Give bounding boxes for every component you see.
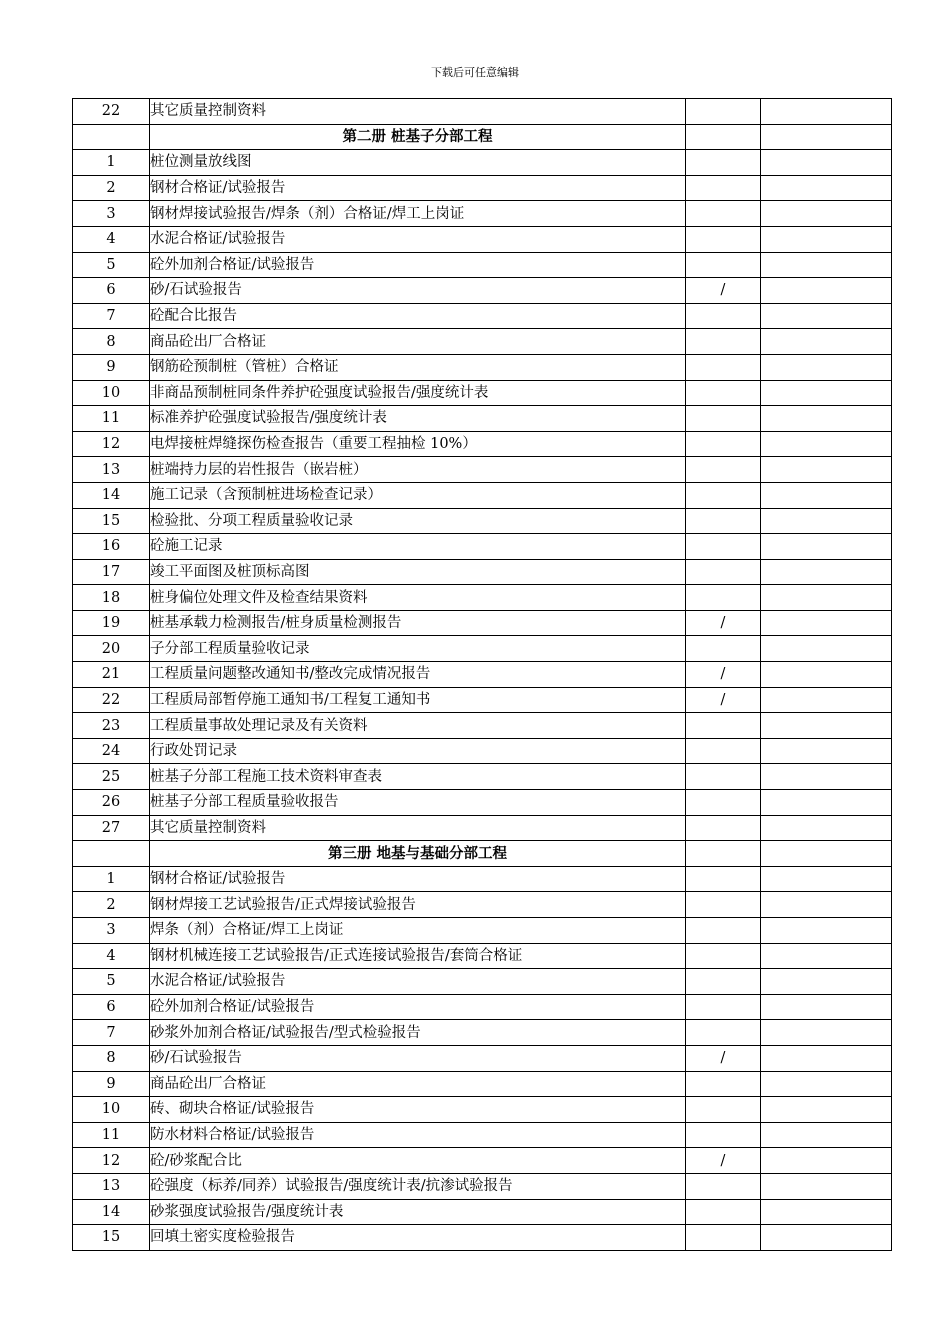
- item-name: 焊条（剂）合格证/焊工上岗证: [150, 918, 686, 944]
- item-mark: [686, 226, 761, 252]
- table-row: [73, 1148, 892, 1174]
- item-mark: [686, 1173, 761, 1199]
- item-mark: [686, 201, 761, 227]
- page-header: 下载后可任意编辑: [431, 66, 519, 79]
- item-note-cell: [761, 1020, 892, 1046]
- item-mark: [686, 175, 761, 201]
- item-name: 施工记录（含预制桩进场检查记录）: [150, 482, 686, 508]
- item-number: 26: [73, 790, 150, 816]
- item-name: 钢材合格证/试验报告: [150, 866, 686, 892]
- item-mark: [686, 892, 761, 918]
- item-mark: [686, 508, 761, 534]
- table-row: [73, 278, 892, 304]
- item-note-cell: [761, 1225, 892, 1251]
- item-number: 24: [73, 738, 150, 764]
- item-number: 9: [73, 354, 150, 380]
- item-name: 砼/砂浆配合比: [150, 1148, 686, 1174]
- item-number: 11: [73, 1122, 150, 1148]
- table-row: [73, 790, 892, 816]
- item-note-cell: [761, 585, 892, 611]
- item-name: 砂浆强度试验报告/强度统计表: [150, 1199, 686, 1225]
- item-note-cell: [761, 457, 892, 483]
- table-row: [73, 559, 892, 585]
- item-mark: [686, 918, 761, 944]
- item-note-cell: [761, 636, 892, 662]
- item-name: 桩端持力层的岩性报告（嵌岩桩）: [150, 457, 686, 483]
- item-number: 10: [73, 380, 150, 406]
- item-number: 20: [73, 636, 150, 662]
- item-number: 15: [73, 508, 150, 534]
- table-row: [73, 1045, 892, 1071]
- item-name: 桩位测量放线图: [150, 150, 686, 176]
- item-name: 桩基子分部工程质量验收报告: [150, 790, 686, 816]
- item-number: 3: [73, 201, 150, 227]
- item-name: 检验批、分项工程质量验收记录: [150, 508, 686, 534]
- item-number: 14: [73, 1199, 150, 1225]
- item-name: 商品砼出厂合格证: [150, 329, 686, 355]
- item-name: 钢筋砼预制桩（管桩）合格证: [150, 354, 686, 380]
- item-number: 8: [73, 1045, 150, 1071]
- table-row: [73, 175, 892, 201]
- table-row: [73, 482, 892, 508]
- item-number: 15: [73, 1225, 150, 1251]
- item-note-cell: [761, 764, 892, 790]
- item-note-cell: [761, 150, 892, 176]
- table-row: [73, 508, 892, 534]
- section-header-row: [73, 124, 892, 150]
- item-mark: [686, 969, 761, 995]
- item-note-cell: [761, 1122, 892, 1148]
- item-name: 工程质局部暂停施工通知书/工程复工通知书: [150, 687, 686, 713]
- table-row: [73, 713, 892, 739]
- item-name: 商品砼出厂合格证: [150, 1071, 686, 1097]
- table-row: [73, 431, 892, 457]
- item-name: 砼强度（标养/同养）试验报告/强度统计表/抗渗试验报告: [150, 1173, 686, 1199]
- item-mark: /: [686, 278, 761, 304]
- table-row: [73, 150, 892, 176]
- table-row: [73, 1071, 892, 1097]
- item-name: 砼配合比报告: [150, 303, 686, 329]
- item-name: 其它质量控制资料: [150, 815, 686, 841]
- table-row: [73, 1173, 892, 1199]
- item-note-cell: [761, 99, 892, 125]
- item-mark: [686, 329, 761, 355]
- item-note-cell: [761, 866, 892, 892]
- table-row: [73, 662, 892, 688]
- item-mark: /: [686, 1148, 761, 1174]
- item-note-cell: [761, 892, 892, 918]
- item-name: 竣工平面图及桩顶标高图: [150, 559, 686, 585]
- section-header-row: [73, 841, 892, 867]
- item-number: 7: [73, 1020, 150, 1046]
- item-mark: [686, 482, 761, 508]
- table-row: [73, 201, 892, 227]
- item-note-cell: [761, 559, 892, 585]
- item-note-cell: [761, 252, 892, 278]
- table-row: [73, 969, 892, 995]
- item-name: 砼外加剂合格证/试验报告: [150, 252, 686, 278]
- item-mark: [686, 1097, 761, 1123]
- item-mark: [686, 534, 761, 560]
- table-row: [73, 380, 892, 406]
- item-note-cell: [761, 1097, 892, 1123]
- item-mark: [686, 943, 761, 969]
- item-note-cell: [761, 1199, 892, 1225]
- item-name: 钢材机械连接工艺试验报告/正式连接试验报告/套筒合格证: [150, 943, 686, 969]
- item-note-cell: [761, 406, 892, 432]
- item-number: 2: [73, 175, 150, 201]
- item-number: 10: [73, 1097, 150, 1123]
- item-name: 砼外加剂合格证/试验报告: [150, 994, 686, 1020]
- item-note-cell: [761, 1071, 892, 1097]
- table-row: [73, 1020, 892, 1046]
- item-note-cell: [761, 303, 892, 329]
- item-number: 19: [73, 610, 150, 636]
- table-row: [73, 329, 892, 355]
- item-name: 钢材焊接工艺试验报告/正式焊接试验报告: [150, 892, 686, 918]
- item-note-cell: [761, 790, 892, 816]
- item-mark: [686, 994, 761, 1020]
- item-note-cell: [761, 482, 892, 508]
- item-number: 9: [73, 1071, 150, 1097]
- item-note-cell: [761, 175, 892, 201]
- item-mark: [686, 99, 761, 125]
- item-mark: [686, 150, 761, 176]
- item-mark: /: [686, 610, 761, 636]
- item-number: 4: [73, 943, 150, 969]
- item-mark: /: [686, 662, 761, 688]
- item-note-cell: [761, 354, 892, 380]
- item-name: 桩基承载力检测报告/桩身质量检测报告: [150, 610, 686, 636]
- section-number-cell: [73, 124, 150, 150]
- table-row: [73, 252, 892, 278]
- item-mark: [686, 303, 761, 329]
- item-number: 18: [73, 585, 150, 611]
- item-mark: [686, 585, 761, 611]
- item-number: 3: [73, 918, 150, 944]
- item-mark: [686, 1199, 761, 1225]
- table-row: [73, 303, 892, 329]
- item-number: 4: [73, 226, 150, 252]
- table-row: [73, 892, 892, 918]
- table-row: [73, 1199, 892, 1225]
- item-name: 钢材焊接试验报告/焊条（剂）合格证/焊工上岗证: [150, 201, 686, 227]
- item-mark: [686, 1122, 761, 1148]
- item-note-cell: [761, 610, 892, 636]
- item-number: 12: [73, 431, 150, 457]
- item-name: 工程质量事故处理记录及有关资料: [150, 713, 686, 739]
- item-number: 5: [73, 969, 150, 995]
- item-number: 13: [73, 457, 150, 483]
- item-mark: /: [686, 687, 761, 713]
- item-mark: [686, 738, 761, 764]
- item-name: 砂/石试验报告: [150, 278, 686, 304]
- item-number: 16: [73, 534, 150, 560]
- item-mark: [686, 636, 761, 662]
- item-number: 5: [73, 252, 150, 278]
- table-row: [73, 687, 892, 713]
- item-name: 砂浆外加剂合格证/试验报告/型式检验报告: [150, 1020, 686, 1046]
- table-row: [73, 354, 892, 380]
- item-mark: [686, 406, 761, 432]
- item-note-cell: [761, 1045, 892, 1071]
- item-number: 23: [73, 713, 150, 739]
- item-number: 6: [73, 278, 150, 304]
- item-mark: [686, 764, 761, 790]
- table-row: [73, 534, 892, 560]
- item-number: 13: [73, 1173, 150, 1199]
- section-mark-cell: [686, 841, 761, 867]
- item-name: 水泥合格证/试验报告: [150, 969, 686, 995]
- item-mark: [686, 713, 761, 739]
- item-note-cell: [761, 1173, 892, 1199]
- item-number: 8: [73, 329, 150, 355]
- item-name: 桩身偏位处理文件及检查结果资料: [150, 585, 686, 611]
- item-note-cell: [761, 918, 892, 944]
- table-row: [73, 585, 892, 611]
- item-number: 27: [73, 815, 150, 841]
- table-row: [73, 866, 892, 892]
- table-row: [73, 815, 892, 841]
- item-note-cell: [761, 662, 892, 688]
- item-name: 其它质量控制资料: [150, 99, 686, 125]
- item-note-cell: [761, 278, 892, 304]
- section-number-cell: [73, 841, 150, 867]
- table-row: [73, 226, 892, 252]
- table-row: [73, 406, 892, 432]
- table-row: [73, 738, 892, 764]
- item-note-cell: [761, 226, 892, 252]
- table-row: [73, 764, 892, 790]
- item-number: 14: [73, 482, 150, 508]
- item-note-cell: [761, 329, 892, 355]
- table-row: [73, 457, 892, 483]
- table-row: [73, 610, 892, 636]
- table-row: [73, 943, 892, 969]
- item-note-cell: [761, 943, 892, 969]
- item-name: 非商品预制桩同条件养护砼强度试验报告/强度统计表: [150, 380, 686, 406]
- item-name: 砼施工记录: [150, 534, 686, 560]
- section-note-cell: [761, 124, 892, 150]
- item-note-cell: [761, 534, 892, 560]
- table-body: [73, 99, 892, 1251]
- item-name: 行政处罚记录: [150, 738, 686, 764]
- item-note-cell: [761, 1148, 892, 1174]
- item-number: 11: [73, 406, 150, 432]
- item-name: 回填土密实度检验报告: [150, 1225, 686, 1251]
- item-number: 7: [73, 303, 150, 329]
- item-mark: [686, 559, 761, 585]
- item-mark: [686, 431, 761, 457]
- item-note-cell: [761, 713, 892, 739]
- item-mark: [686, 354, 761, 380]
- item-mark: [686, 790, 761, 816]
- item-name: 砂/石试验报告: [150, 1045, 686, 1071]
- item-name: 砖、砌块合格证/试验报告: [150, 1097, 686, 1123]
- item-number: 6: [73, 994, 150, 1020]
- item-note-cell: [761, 969, 892, 995]
- item-note-cell: [761, 738, 892, 764]
- item-mark: /: [686, 1045, 761, 1071]
- section-title: 第二册 桩基子分部工程: [150, 124, 686, 150]
- item-note-cell: [761, 431, 892, 457]
- item-name: 桩基子分部工程施工技术资料审查表: [150, 764, 686, 790]
- item-name: 防水材料合格证/试验报告: [150, 1122, 686, 1148]
- item-mark: [686, 252, 761, 278]
- section-title: 第三册 地基与基础分部工程: [150, 841, 686, 867]
- item-name: 工程质量问题整改通知书/整改完成情况报告: [150, 662, 686, 688]
- item-note-cell: [761, 508, 892, 534]
- item-note-cell: [761, 994, 892, 1020]
- item-name: 电焊接桩焊缝探伤检查报告（重要工程抽检 10%）: [150, 431, 686, 457]
- table-row: [73, 994, 892, 1020]
- table-row: [73, 918, 892, 944]
- item-mark: [686, 1020, 761, 1046]
- item-note-cell: [761, 201, 892, 227]
- section-mark-cell: [686, 124, 761, 150]
- item-name: 水泥合格证/试验报告: [150, 226, 686, 252]
- item-number: 12: [73, 1148, 150, 1174]
- item-mark: [686, 815, 761, 841]
- item-mark: [686, 457, 761, 483]
- item-name: 标准养护砼强度试验报告/强度统计表: [150, 406, 686, 432]
- item-number: 22: [73, 99, 150, 125]
- table-row: [73, 636, 892, 662]
- item-note-cell: [761, 815, 892, 841]
- item-mark: [686, 866, 761, 892]
- item-mark: [686, 1071, 761, 1097]
- item-number: 1: [73, 866, 150, 892]
- table-row: [73, 1097, 892, 1123]
- document-table: [72, 98, 892, 1251]
- item-name: 钢材合格证/试验报告: [150, 175, 686, 201]
- section-note-cell: [761, 841, 892, 867]
- item-mark: [686, 380, 761, 406]
- item-name: 子分部工程质量验收记录: [150, 636, 686, 662]
- table-row: [73, 99, 892, 125]
- item-number: 17: [73, 559, 150, 585]
- item-note-cell: [761, 380, 892, 406]
- item-number: 21: [73, 662, 150, 688]
- item-number: 25: [73, 764, 150, 790]
- item-note-cell: [761, 687, 892, 713]
- table-row: [73, 1122, 892, 1148]
- item-number: 1: [73, 150, 150, 176]
- item-number: 2: [73, 892, 150, 918]
- item-mark: [686, 1225, 761, 1251]
- item-number: 22: [73, 687, 150, 713]
- table-row: [73, 1225, 892, 1251]
